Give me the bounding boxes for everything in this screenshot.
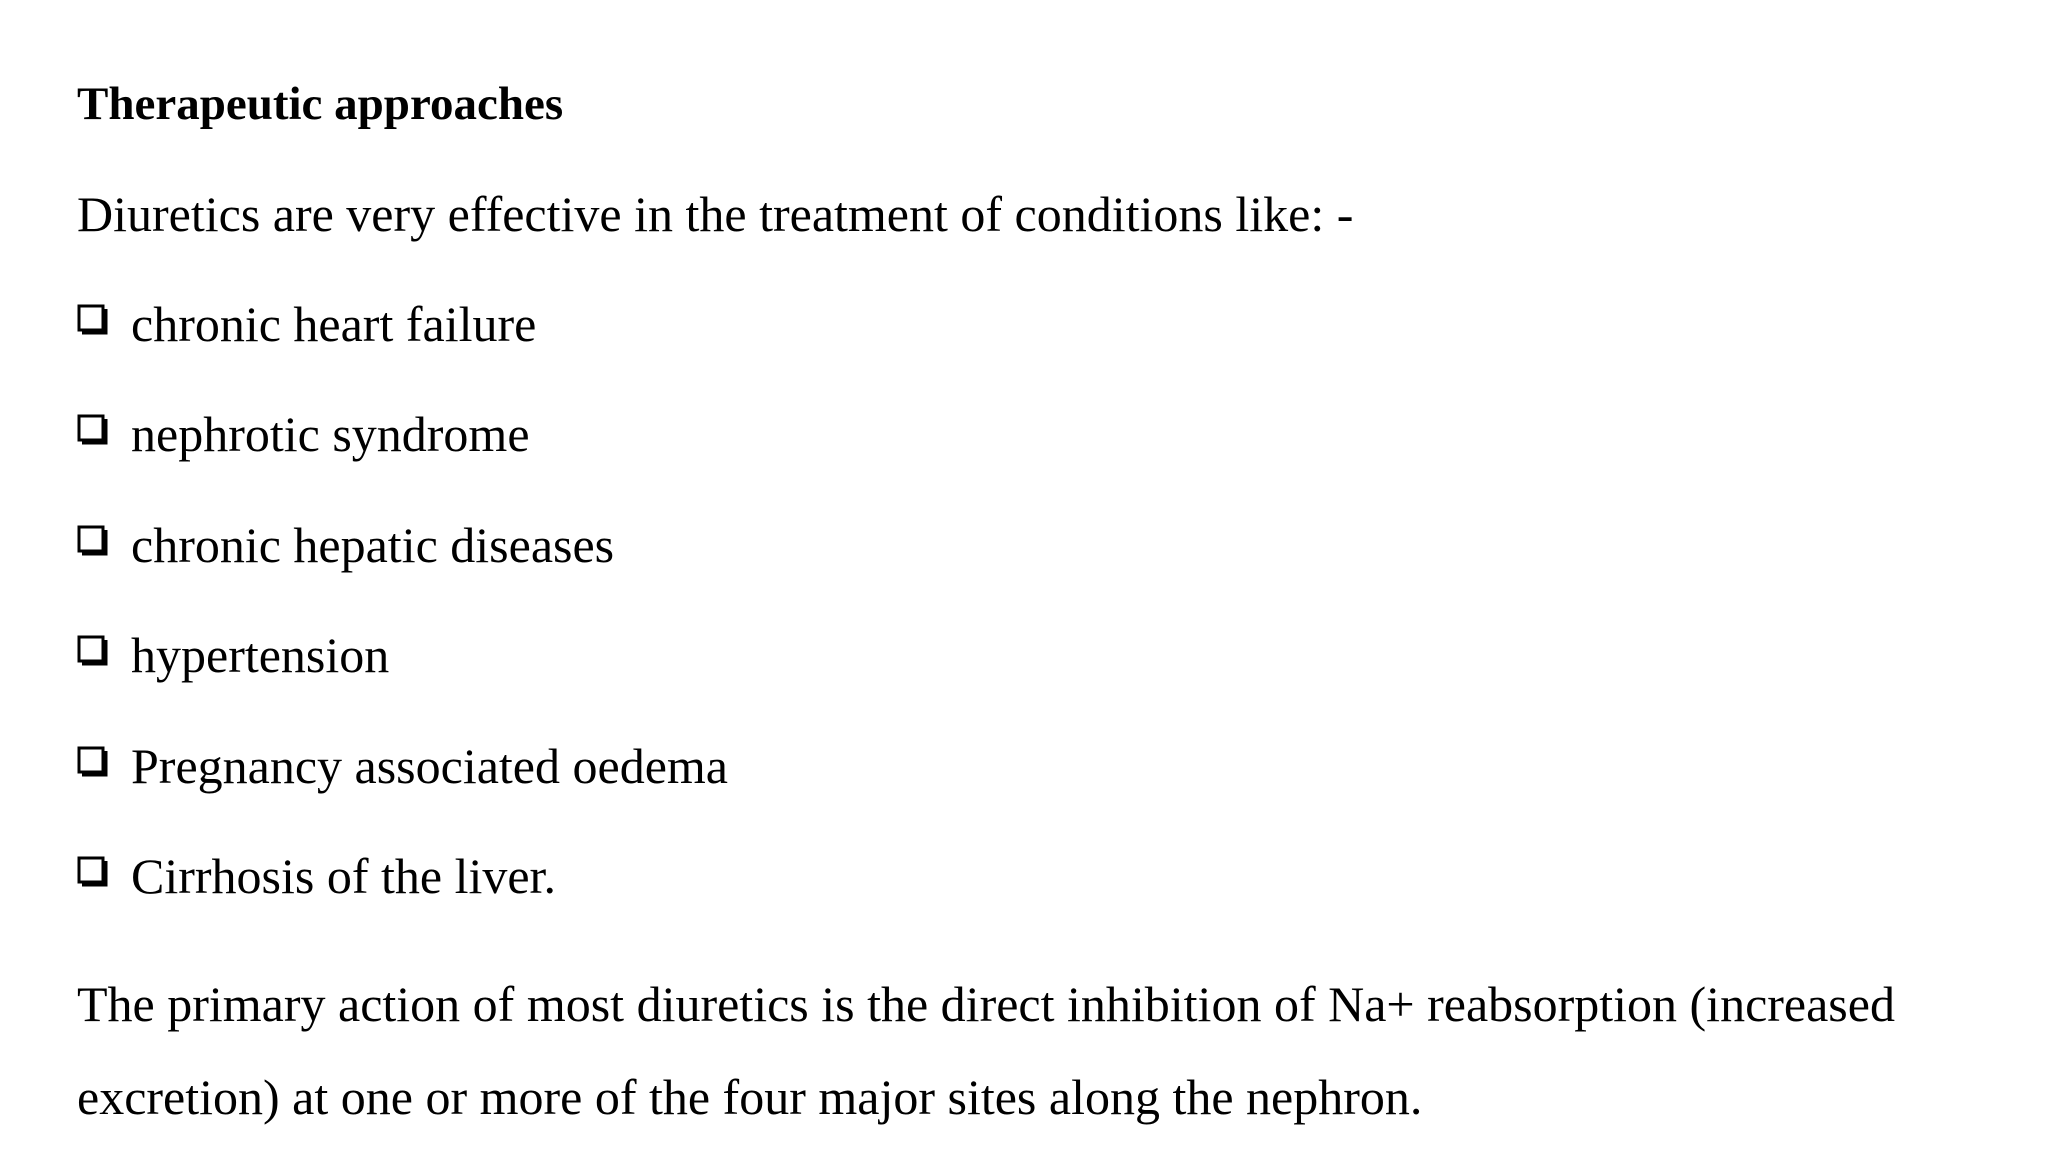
list-item-label: nephrotic syndrome xyxy=(131,406,530,463)
list-item-label: chronic heart failure xyxy=(131,296,537,352)
list-item xyxy=(77,294,728,354)
closing-line: The primary action of most diuretics is the direct inhibition of Na+ reabsorption (increased xyxy=(77,976,1895,1032)
list-item xyxy=(77,625,728,685)
list-item-label: Cirrhosis of the liver. xyxy=(131,847,556,904)
checkbox-icon xyxy=(77,304,111,338)
checkbox-icon xyxy=(77,414,111,448)
closing-paragraph xyxy=(77,958,1977,1144)
condition-list xyxy=(77,294,728,956)
list-item xyxy=(77,736,728,796)
checkbox-icon xyxy=(77,746,111,780)
checkbox-icon xyxy=(77,856,111,890)
list-item xyxy=(77,846,728,906)
intro-paragraph: Diuretics are very effective in the treatment of conditions like: - xyxy=(77,186,1354,242)
list-item xyxy=(77,515,728,575)
list-item-label: Pregnancy associated oedema xyxy=(131,737,728,794)
section-heading: Therapeutic approaches xyxy=(77,78,564,130)
list-item xyxy=(77,404,728,464)
checkbox-icon xyxy=(77,525,111,559)
list-item-label: hypertension xyxy=(131,627,390,684)
closing-line: excretion) at one or more of the four major sites along the nephron. xyxy=(77,1069,1423,1125)
checkbox-icon xyxy=(77,635,111,669)
list-item-label: chronic hepatic diseases xyxy=(131,516,615,573)
